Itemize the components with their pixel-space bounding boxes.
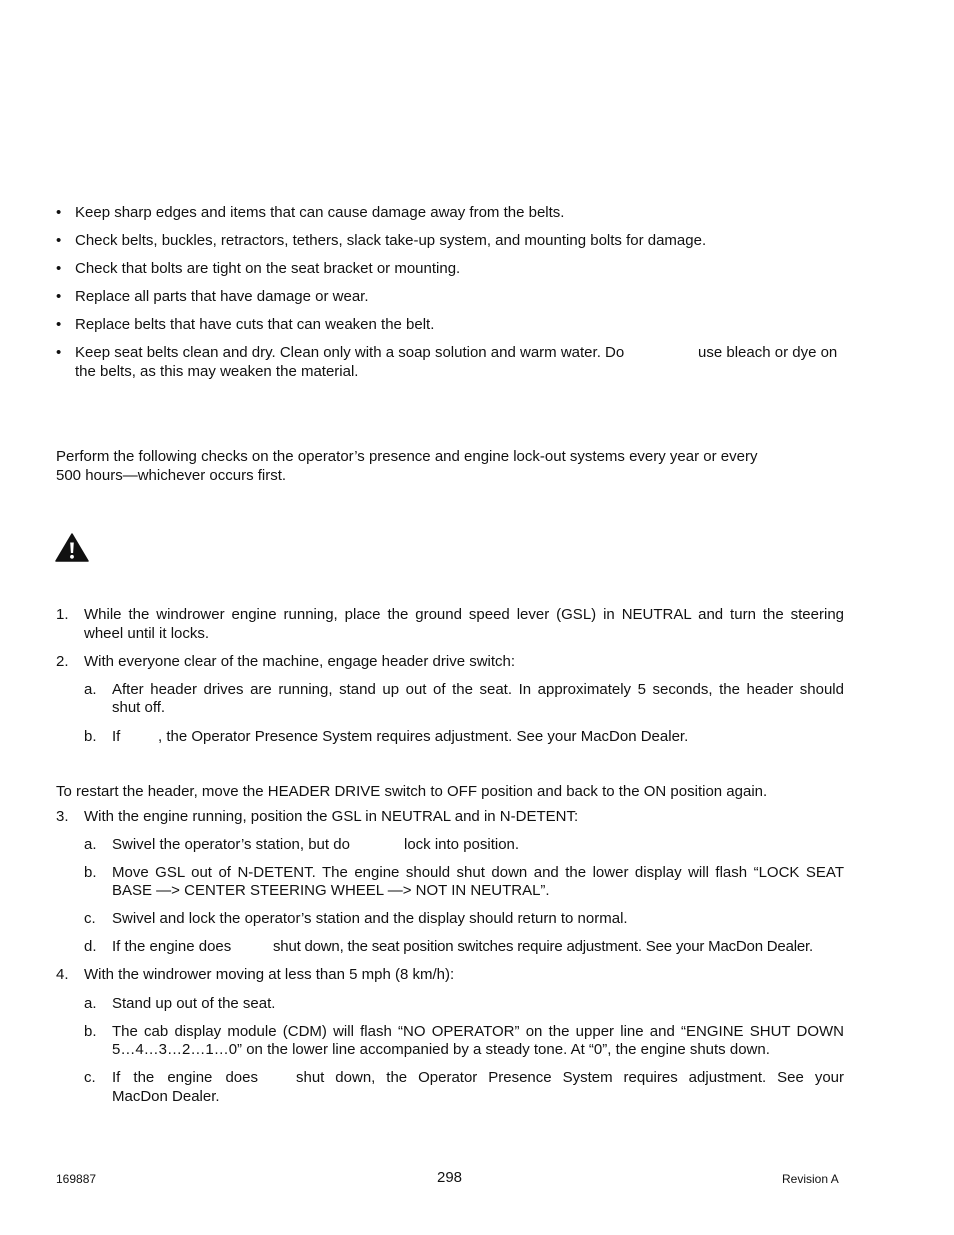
intro-line: 500 hours—whichever occurs first.	[56, 467, 287, 484]
bullet-marker: •	[56, 204, 62, 221]
substep-letter: a.	[84, 995, 97, 1012]
substep-letter: b.	[84, 728, 97, 745]
substep-letter: c.	[84, 910, 96, 927]
list-item: Check belts, buckles, retractors, tethers, slack take-up system, and mounting bolts for damage.	[75, 232, 707, 249]
step-number: 2.	[56, 653, 69, 670]
substep-text: 5…4…3…2…1…0” on the lower line accompanied by a steady tone. At “0”, the engine shuts down.	[112, 1041, 770, 1058]
step-number: 4.	[56, 966, 69, 983]
substep-letter: b.	[84, 864, 97, 881]
list-item: Check that bolts are tight on the seat bracket or mounting.	[75, 260, 461, 277]
substep-text: Move GSL out of N-DETENT. The engine should shut down and the lower display will flash “LOCK SEAT	[112, 864, 844, 881]
step-text: With everyone clear of the machine, engage header drive switch:	[84, 653, 516, 670]
substep-text: If the engine does	[112, 1069, 258, 1086]
substep-text: , the Operator Presence System requires adjustment. See your MacDon Dealer.	[158, 728, 689, 745]
substep-text: Swivel the operator’s station, but do	[112, 836, 350, 853]
bullet-marker: •	[56, 316, 62, 333]
intro-line: Perform the following checks on the operator’s presence and engine lock-out systems every year or every	[56, 448, 758, 465]
step-text: While the windrower engine running, place the ground speed lever (GSL) in NEUTRAL and turn the steering	[84, 606, 844, 623]
list-item: Keep sharp edges and items that can cause damage away from the belts.	[75, 204, 565, 221]
substep-text: After header drives are running, stand up out of the seat. In approximately 5 seconds, the header should	[112, 681, 844, 698]
substep-text: MacDon Dealer.	[112, 1088, 220, 1105]
substep-text: lock into position.	[404, 836, 520, 853]
substep-text: Swivel and lock the operator’s station and the display should return to normal.	[112, 910, 628, 927]
substep-text: BASE —> CENTER STEERING WHEEL —> NOT IN NEUTRAL”.	[112, 882, 550, 899]
substep-letter: a.	[84, 681, 97, 698]
substep-text: The cab display module (CDM) will flash “NO OPERATOR” on the upper line and “ENGINE SHUT DOWN	[112, 1023, 844, 1040]
revision-label: Revision A	[782, 1172, 839, 1186]
bullet-marker: •	[56, 232, 62, 249]
step-number: 1.	[56, 606, 69, 623]
list-item-part: the belts, as this may weaken the material.	[75, 363, 359, 380]
substep-text: shut down, the seat position switches require adjustment. See your MacDon Dealer.	[273, 938, 813, 955]
document-number: 169887	[56, 1172, 97, 1186]
list-item: Replace belts that have cuts that can weaken the belt.	[75, 316, 435, 333]
substep-text: If	[112, 728, 121, 745]
bullet-marker: •	[56, 260, 62, 277]
list-item-part: use bleach or dye on	[698, 344, 838, 361]
note-text: To restart the header, move the HEADER DRIVE switch to OFF position and back to the ON position again.	[56, 783, 768, 800]
substep-text: shut down, the Operator Presence System requires adjustment. See your	[296, 1069, 844, 1086]
substep-letter: a.	[84, 836, 97, 853]
list-item-part: Keep seat belts clean and dry. Clean only with a soap solution and warm water. Do	[75, 344, 625, 361]
step-text: With the engine running, position the GSL in NEUTRAL and in N-DETENT:	[84, 808, 579, 825]
step-text: With the windrower moving at less than 5 mph (8 km/h):	[84, 966, 455, 983]
bullet-marker: •	[56, 288, 62, 305]
list-item: Replace all parts that have damage or wear.	[75, 288, 369, 305]
substep-letter: d.	[84, 938, 97, 955]
substep-text: Stand up out of the seat.	[112, 995, 276, 1012]
warning-triangle-icon	[55, 533, 89, 562]
substep-letter: b.	[84, 1023, 97, 1040]
substep-text: shut off.	[112, 699, 166, 716]
step-text: wheel until it locks.	[84, 625, 210, 642]
substep-text: If the engine does	[112, 938, 232, 955]
step-number: 3.	[56, 808, 69, 825]
bullet-marker: •	[56, 344, 62, 361]
page-number: 298	[437, 1169, 463, 1186]
substep-letter: c.	[84, 1069, 96, 1086]
